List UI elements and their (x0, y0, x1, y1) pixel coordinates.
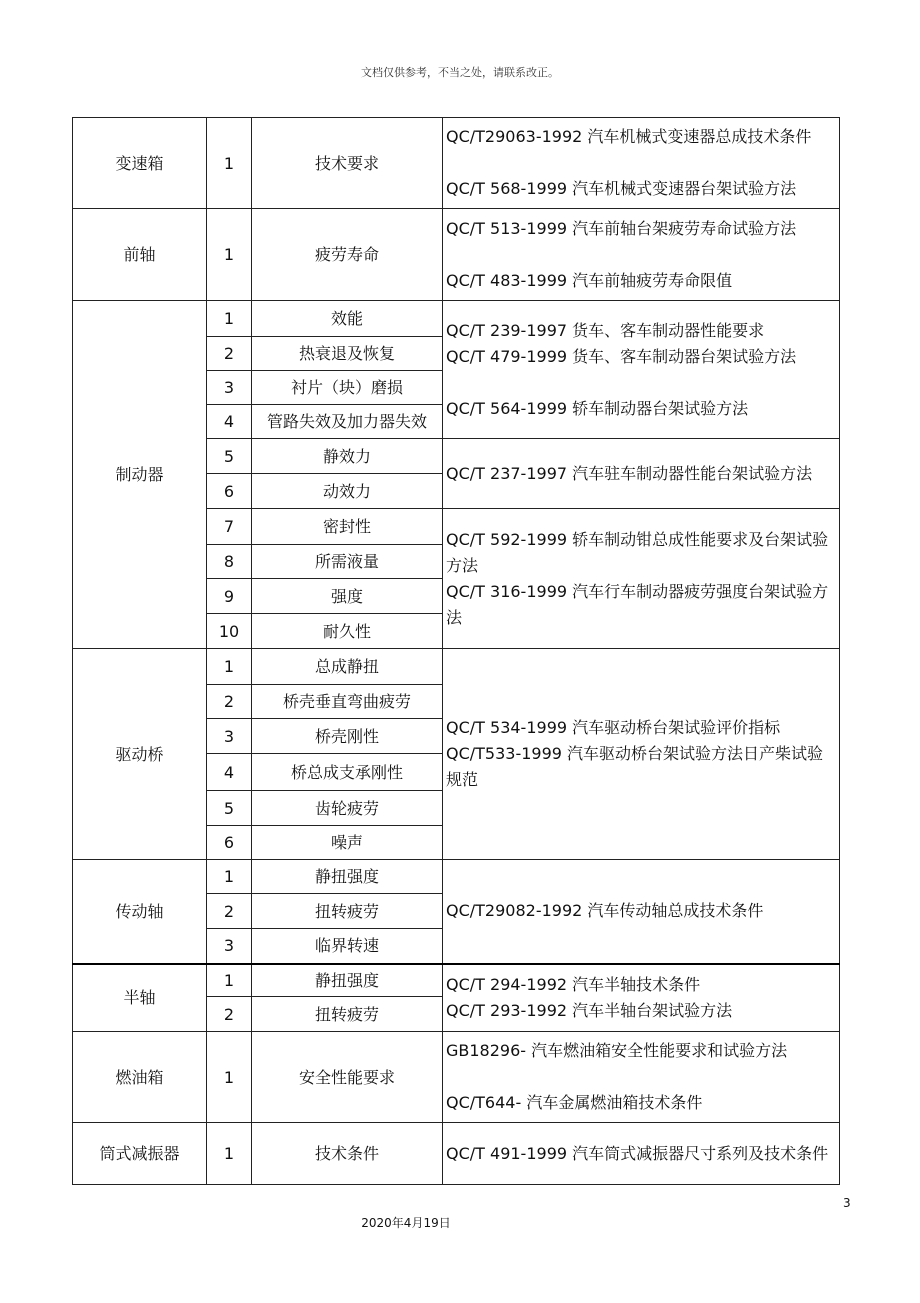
item-number-cell: 5 (207, 791, 252, 826)
component-cell: 变速箱 (73, 118, 207, 209)
test-item-cell: 所需液量 (252, 545, 443, 579)
line-spacer (446, 370, 835, 396)
test-item-cell: 临界转速 (252, 929, 443, 964)
test-item-cell: 静扭强度 (252, 964, 443, 997)
standard-text: GB18296- 汽车燃油箱安全性能要求和试验方法 (446, 1041, 788, 1060)
table-row (73, 301, 840, 337)
standard-text: QC/T 564-1999 轿车制动器台架试验方法 (446, 398, 749, 418)
component-cell: 前轴 (73, 209, 207, 301)
line-spacer (446, 242, 835, 268)
test-item-cell: 疲劳寿命 (252, 209, 443, 301)
item-number-cell: 6 (207, 474, 252, 509)
table-row (73, 118, 840, 209)
standard-cell (443, 1123, 840, 1185)
test-item-cell: 技术要求 (252, 118, 443, 209)
item-number-cell: 1 (207, 1123, 252, 1185)
item-number-cell: 1 (207, 118, 252, 209)
item-number-cell: 1 (207, 964, 252, 997)
test-item-cell: 管路失效及加力器失效 (252, 405, 443, 439)
test-item-cell: 齿轮疲劳 (252, 791, 443, 826)
item-number-cell: 2 (207, 685, 252, 719)
component-cell: 燃油箱 (73, 1032, 207, 1123)
test-item-cell: 桥总成支承刚性 (252, 754, 443, 791)
standard-cell (443, 649, 840, 860)
test-item-cell: 桥壳垂直弯曲疲劳 (252, 685, 443, 719)
standard-text: QC/T 592-1999 轿车制动钳总成性能要求及台架试验方法 (446, 529, 829, 575)
item-number-cell: 2 (207, 997, 252, 1032)
item-number-cell: 10 (207, 614, 252, 649)
header-note: 文档仅供参考，不当之处，请联系改正。 (361, 66, 559, 79)
table-row (73, 964, 840, 997)
item-number-cell: 1 (207, 209, 252, 301)
item-number-cell: 4 (207, 754, 252, 791)
standard-cell (443, 209, 840, 301)
test-item-cell: 静效力 (252, 439, 443, 474)
component-cell: 驱动桥 (73, 649, 207, 860)
standard-text: QC/T 534-1999 汽车驱动桥台架试验评价指标 (446, 718, 781, 737)
item-number-cell: 2 (207, 894, 252, 929)
standard-cell (443, 964, 840, 1032)
standard-text: QC/T 294-1992 汽车半轴技术条件 (446, 974, 701, 994)
item-number-cell: 6 (207, 826, 252, 860)
item-number-cell: 1 (207, 649, 252, 685)
component-cell: 半轴 (73, 964, 207, 1032)
table-row (73, 1123, 840, 1185)
test-item-cell: 静扭强度 (252, 860, 443, 894)
standard-cell (443, 1032, 840, 1123)
standard-cell (443, 860, 840, 964)
standard-text: QC/T533-1999 汽车驱动桥台架试验方法日产柴试验规范 (446, 744, 824, 789)
standard-cell (443, 118, 840, 209)
standard-text: QC/T 568-1999 汽车机械式变速器台架试验方法 (446, 179, 797, 198)
item-number-cell: 7 (207, 509, 252, 545)
test-item-cell: 安全性能要求 (252, 1032, 443, 1123)
test-item-cell: 噪声 (252, 826, 443, 860)
test-item-cell: 密封性 (252, 509, 443, 545)
standards-table (72, 117, 840, 1185)
standard-text: QC/T 316-1999 汽车行车制动器疲劳强度台架试验方法 (446, 581, 829, 627)
test-item-cell: 强度 (252, 579, 443, 614)
standard-text: QC/T 513-1999 汽车前轴台架疲劳寿命试验方法 (446, 218, 797, 238)
document-date: 2020年4月19日 (361, 1216, 451, 1230)
standard-text: QC/T644- 汽车金属燃油箱技术条件 (446, 1093, 703, 1112)
test-item-cell: 总成静扭 (252, 649, 443, 685)
standard-cell (443, 301, 840, 439)
standard-text: QC/T 237-1997 汽车驻车制动器性能台架试验方法 (446, 463, 813, 483)
standard-cell (443, 509, 840, 649)
test-item-cell: 效能 (252, 301, 443, 337)
component-cell: 筒式减振器 (73, 1123, 207, 1185)
item-number-cell: 8 (207, 545, 252, 579)
test-item-cell: 衬片（块）磨损 (252, 371, 443, 405)
page-number: 3 (843, 1196, 851, 1210)
standard-text: QC/T 491-1999 汽车筒式减振器尺寸系列及技术条件 (446, 1143, 829, 1163)
standard-text: QC/T29082-1992 汽车传动轴总成技术条件 (446, 901, 764, 921)
item-number-cell: 5 (207, 439, 252, 474)
test-item-cell: 扭转疲劳 (252, 997, 443, 1032)
table-row (73, 860, 840, 894)
test-item-cell: 热衰退及恢复 (252, 337, 443, 371)
item-number-cell: 1 (207, 301, 252, 337)
test-item-cell: 技术条件 (252, 1123, 443, 1185)
item-number-cell: 3 (207, 371, 252, 405)
item-number-cell: 1 (207, 1032, 252, 1123)
item-number-cell: 2 (207, 337, 252, 371)
table-row (73, 1032, 840, 1123)
table-row (73, 209, 840, 301)
table-row (73, 649, 840, 685)
test-item-cell: 扭转疲劳 (252, 894, 443, 929)
item-number-cell: 4 (207, 405, 252, 439)
test-item-cell: 耐久性 (252, 614, 443, 649)
item-number-cell: 3 (207, 929, 252, 964)
standard-text: QC/T 479-1999 货车、客车制动器台架试验方法 (446, 346, 797, 366)
standard-text: QC/T 483-1999 汽车前轴疲劳寿命限值 (446, 270, 733, 290)
item-number-cell: 3 (207, 719, 252, 754)
item-number-cell: 9 (207, 579, 252, 614)
line-spacer (446, 1064, 835, 1090)
test-item-cell: 动效力 (252, 474, 443, 509)
standard-text: QC/T29063-1992 汽车机械式变速器总成技术条件 (446, 127, 812, 146)
standard-text: QC/T 239-1997 货车、客车制动器性能要求 (446, 320, 765, 340)
item-number-cell: 1 (207, 860, 252, 894)
line-spacer (446, 150, 835, 176)
standard-cell (443, 439, 840, 509)
component-cell: 传动轴 (73, 860, 207, 964)
test-item-cell: 桥壳刚性 (252, 719, 443, 754)
standard-text: QC/T 293-1992 汽车半轴台架试验方法 (446, 1000, 733, 1020)
component-cell: 制动器 (73, 301, 207, 649)
